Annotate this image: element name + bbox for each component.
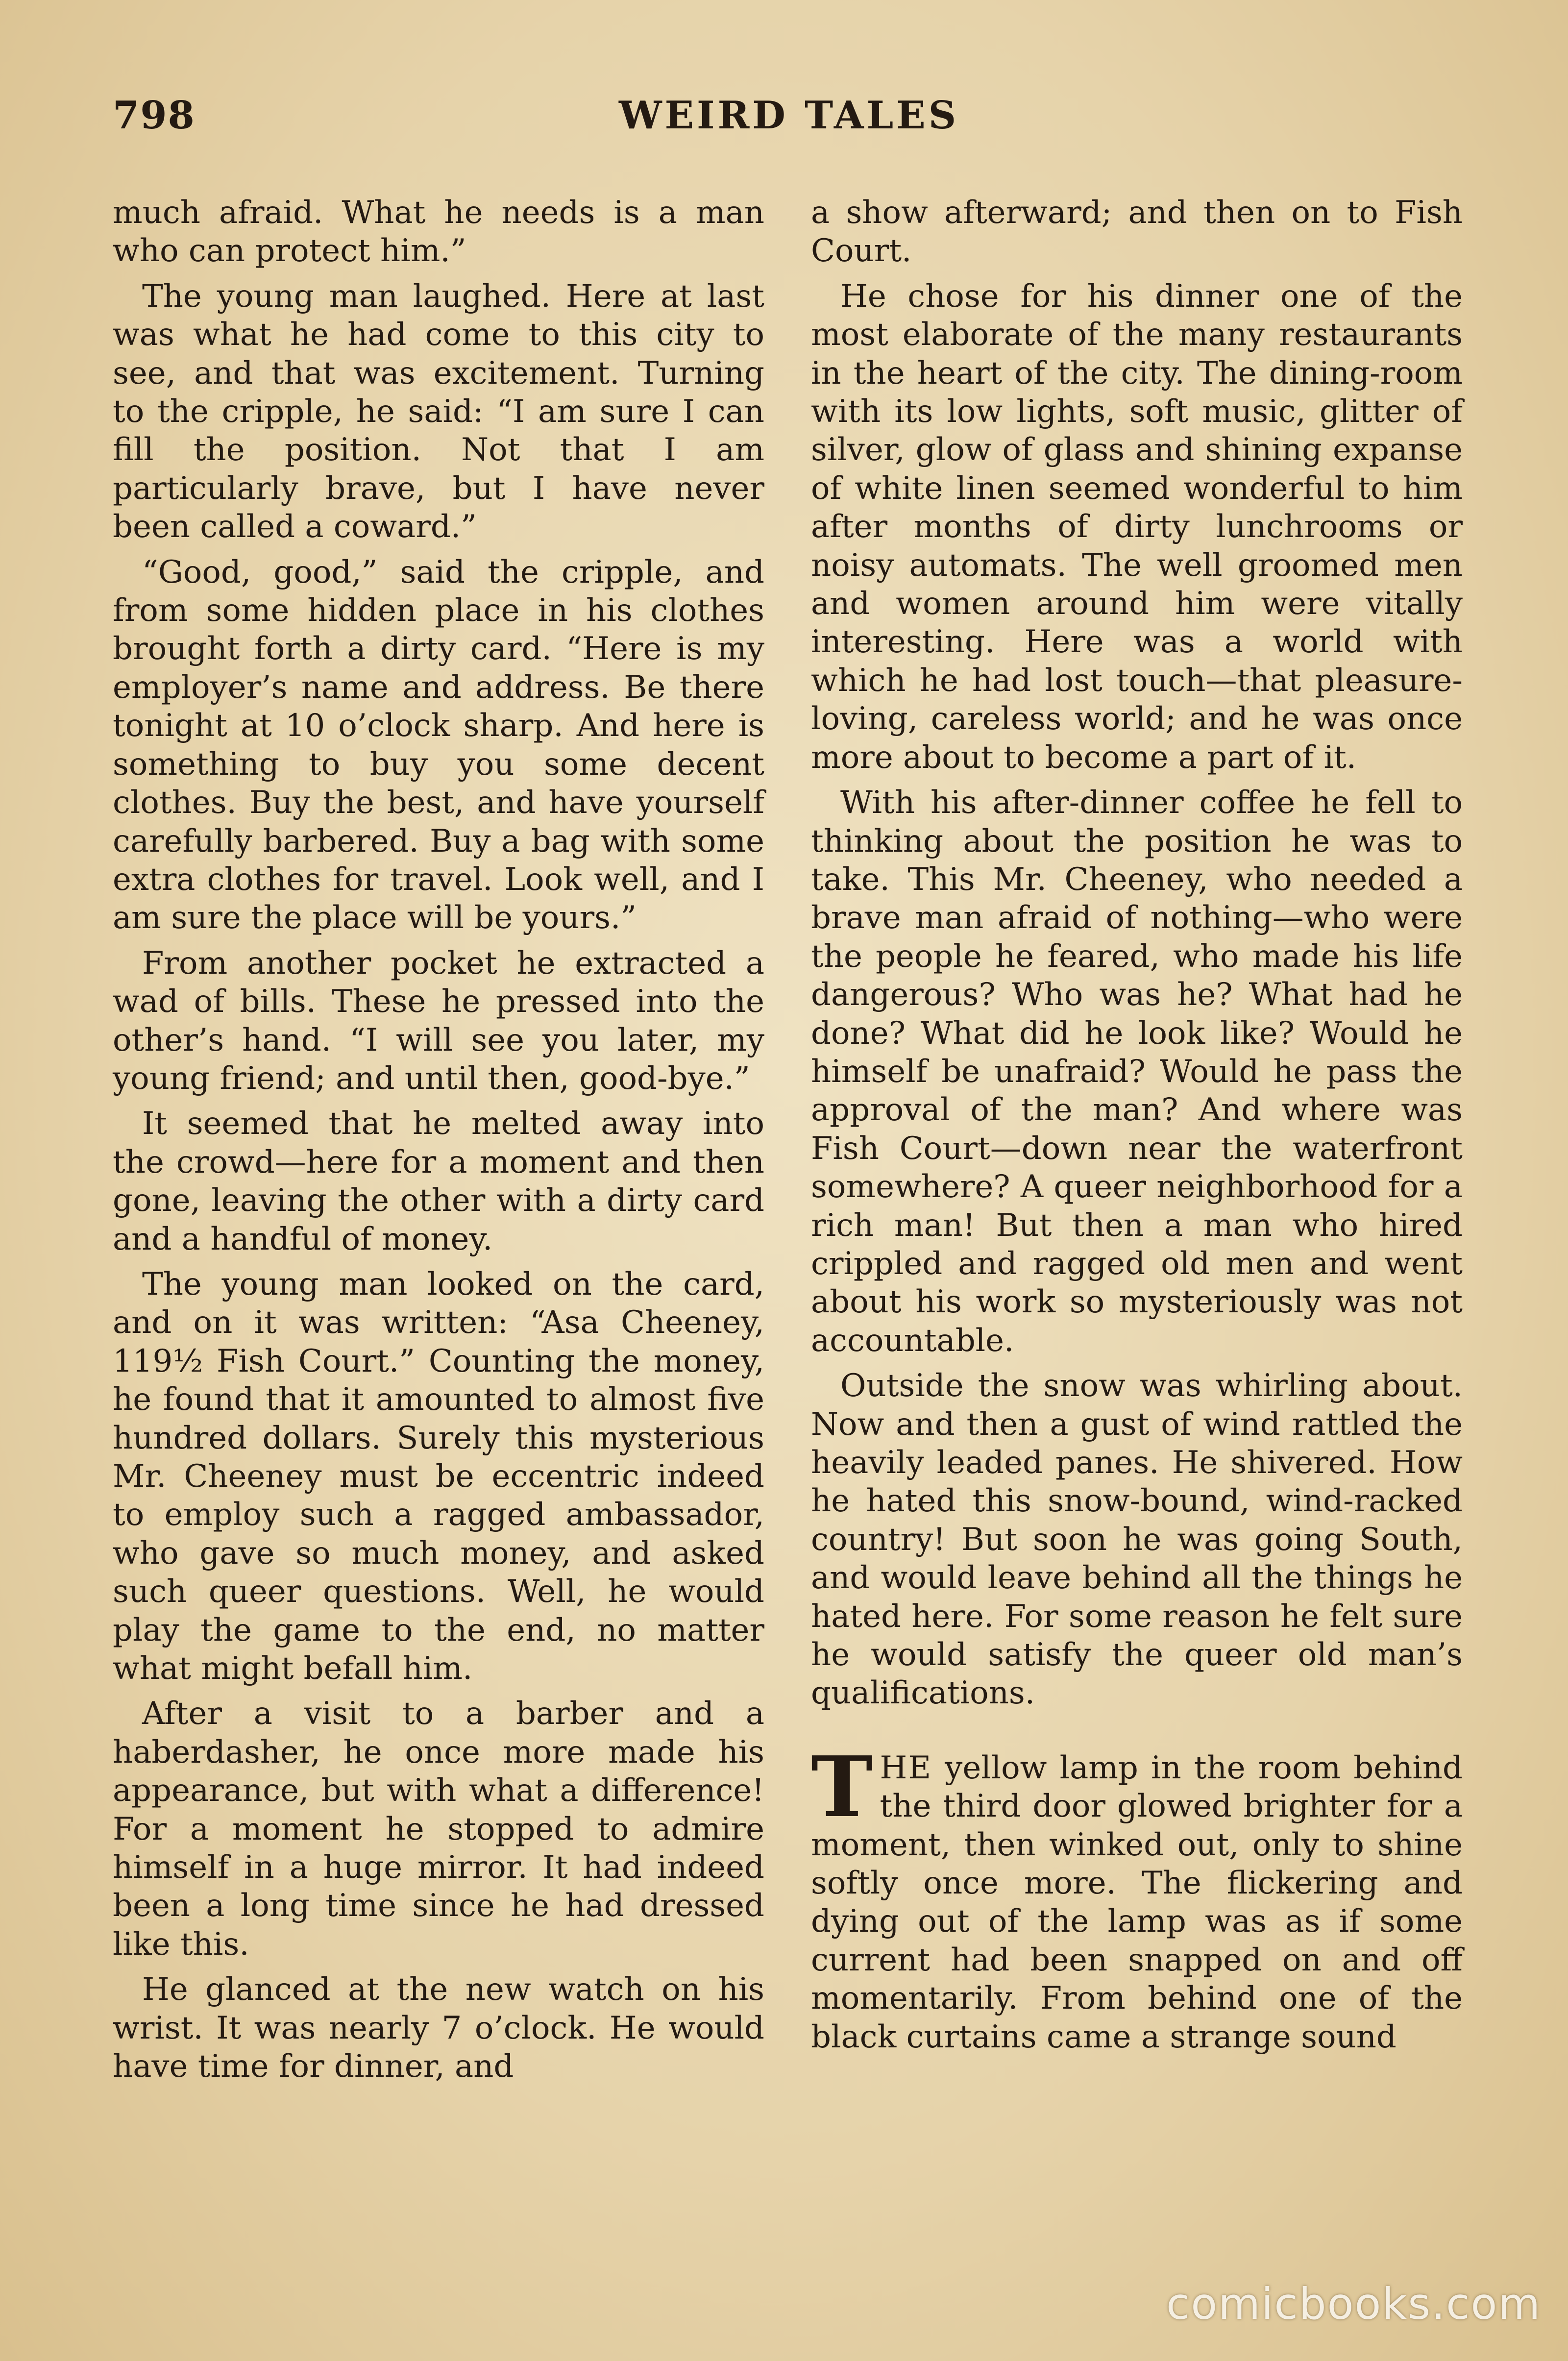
left-column [113,194,764,2093]
paragraph: Outside the snow was whirling about. Now and then a gust of wind rattled the heavily leaded panes. He shivered. How he hated this snow-bound, wind-racked country! But soon he was going South, and would leave behind all the things he hated here. For some reason he felt sure he would satisfy the queer old man’s qualifications. [811,1368,1463,1712]
page-header [113,93,1465,147]
paragraph: With his after-dinner coffee he fell to thinking about the position he was to take. This Mr. Cheeney, who needed a brave man afraid of nothing—who were the people he feared, who made his life dangerous? Who was he? What had he done? What did he look like? Would he himself be unafraid? Would he pass the approval of the man? And where was Fish Court—down near the waterfront somewhere? A queer neighborhood for a rich man! But then a man who hired crippled and ragged old men and went about his work so mysteriously was not accountable. [811,785,1463,1359]
paragraph: The young man laughed. Here at last was what he had come to this city to see, and that was excitement. Turning to the cripple, he said: “I am sure I can fill the position. Not that I am particularly brave, but I have never been called a coward.” [113,278,764,545]
paragraph: much afraid. What he needs is a man who can protect him.” [113,195,764,270]
section-opening-paragraph [811,1738,1463,2056]
paragraph: The young man looked on the card, and on it was written: “Asa Cheeney, 119½ Fish Court.” Counting the money, he found that it amounted to almost five hundred dollars. Surely this mysterious Mr. Cheeney must be eccentric indeed to employ such a ragged ambassador, who gave so much money, and asked such queer questions. Well, he would play the game to the end, no matter what might befall him. [113,1266,764,1687]
small-caps-lead: HE [880,1749,932,1786]
section-break [811,1720,1463,1749]
running-head-title: WEIRD TALES [618,93,959,138]
paragraph: After a visit to a barber and a haberdasher, he once more made his appearance, but with what a difference! For a moment he stopped to admire himself in a huge mirror. It had indeed been a long time since he had dressed like this. [113,1696,764,1963]
right-column [811,194,1463,2063]
paragraph: It seemed that he melted away into the crowd—here for a moment and then gone, leaving the other with a dirty card and a handful of money. [113,1106,764,1257]
paragraph: From another pocket he extracted a wad of bills. These he pressed into the other’s hand. “I will see you later, my young friend; and until then, good-bye.” [113,945,764,1097]
drop-cap: T [811,1738,873,1836]
paragraph: He chose for his dinner one of the most elaborate of the many restaurants in the heart of the city. The dining-room with its low lights, soft music, glitter of silver, glow of glass and shining expanse of white linen seemed wonderful to him after months of dirty lunchrooms or noisy automats. The well groomed men and women around him were vitally interesting. Here was a world with which he had lost touch—that pleasure-loving, careless world; and he was once more about to become a part of it. [811,278,1463,776]
paragraph: “Good, good,” said the cripple, and from some hidden place in his clothes brought forth a dirty card. “Here is my employer’s name and address. Be there tonight at 10 o’clock sharp. And here is something to buy you some decent clothes. Buy the best, and have yourself carefully barbered. Buy a bag with some extra clothes for travel. Look well, and I am sure the place will be yours.” [113,554,764,936]
section-text: yellow lamp in the room behind the third door glowed brighter for a moment, then winked out, only to shine softly once more. The flickering and dying out of the lamp was as if some current had been snapped on and off momentarily. From behind one of the black curtains came a strange sound [811,1749,1463,2055]
paragraph: a show afterward; and then on to Fish Court. [811,195,1463,270]
watermark: comicbooks.com [1166,2279,1542,2329]
paragraph: He glanced at the new watch on his wrist. It was nearly 7 o’clock. He would have time for dinner, and [113,1971,764,2085]
page-number: 798 [113,93,196,138]
